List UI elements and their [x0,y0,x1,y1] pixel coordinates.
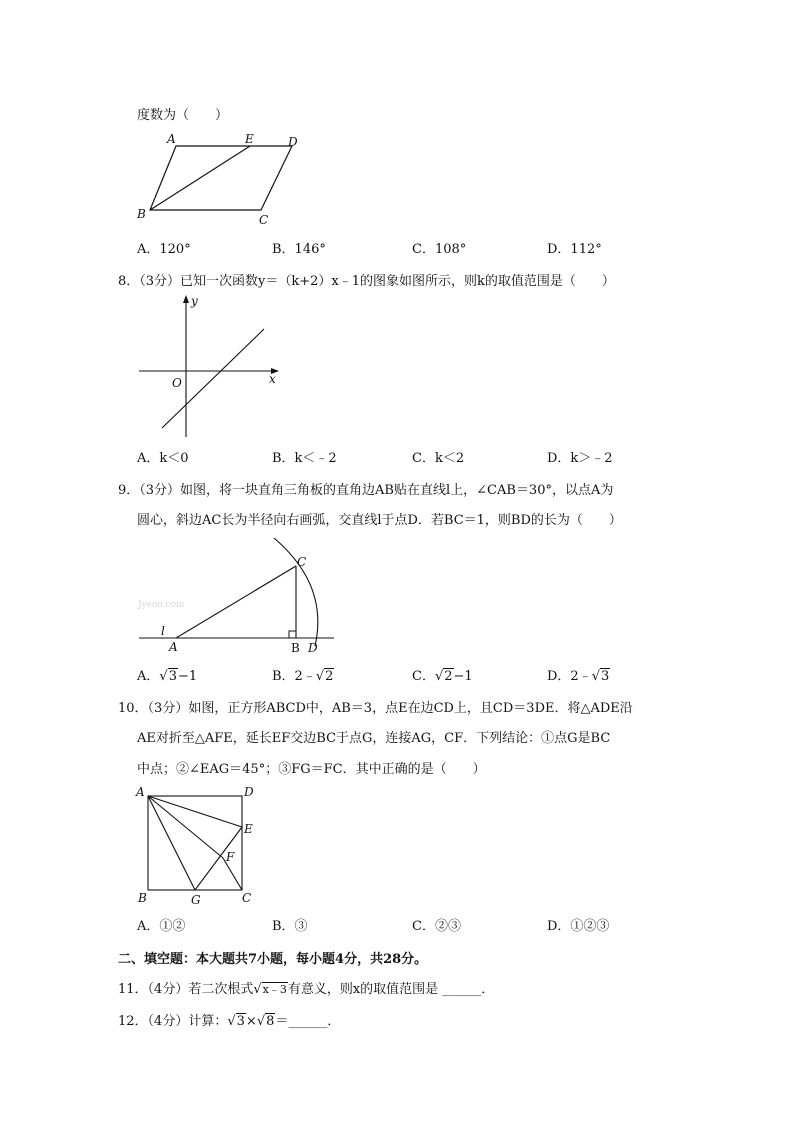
q11-stem: 11．（4分）若二次根式√x﹣3有意义，则x的取值范围是 ______． [118,982,495,997]
q10-label-C: C [242,891,252,905]
q7-label-D: D [288,135,298,149]
q8-label-x: x [269,372,276,386]
q7-option-b: B．146° [272,242,326,257]
q7-option-c: C．108° [412,242,467,257]
q10-label-B: B [138,891,147,905]
q10-stem-line1: 10．（3分）如图，正方形ABCD中，AB＝3，点E在边CD上，且CD＝3DE．将△ADE沿 [118,701,633,716]
q9-triangle-arc-figure [134,535,339,655]
q9-option-b: B．2﹣√2 [272,669,334,684]
q9-label-B: B [291,641,300,655]
q7-parallelogram-figure [130,128,310,228]
q10-label-E: E [244,822,253,836]
q7-option-a: A．120° [137,242,191,257]
q9-watermark: Jyeoo.com [138,600,185,610]
q7-label-B: B [137,207,146,221]
q7-option-d: D．112° [547,242,602,257]
q9-label-C: C [297,555,307,569]
q10-label-F: F [226,850,235,864]
q9-label-l: l [161,624,165,638]
q9-option-d: D．2﹣√3 [547,669,610,684]
q8-label-O: O [172,376,182,390]
q8-option-d: D．k＞﹣2 [547,451,613,466]
q10-label-A: A [136,785,145,799]
q10-stem-line2: AE对折至△AFE，延长EF交边BC于点G，连接AG，CF．下列结论：①点G是BC [137,731,611,746]
q7-label-A: A [167,132,176,146]
section2-heading: 二、填空题：本大题共7小题，每小题4分，共28分。 [118,952,428,967]
q8-label-y: y [191,294,198,308]
q10-option-a: A．①② [137,919,186,934]
q10-option-b: B．③ [272,919,308,934]
q12-stem: 12．（4分）计算：√3×√8＝______． [118,1014,341,1029]
q8-linear-function-graph [134,292,284,440]
q10-option-c: C．②③ [412,919,461,934]
q9-stem-line1: 9．（3分）如图，将一块直角三角板的直角边AB贴在直线l上，∠CAB＝30°，以点A为 [118,483,614,498]
q8-option-c: C．k＜2 [412,451,465,466]
q9-stem-line2: 圆心，斜边AC长为半径向右画弧，交直线l于点D．若BC＝1，则BD的长为（ ） [137,513,622,528]
q10-label-G: G [191,893,201,907]
q8-stem: 8．（3分）已知一次函数y＝（k+2）x﹣1的图象如图所示，则k的取值范围是（ ） [118,274,615,289]
q10-label-D: D [244,785,254,799]
q9-label-D: D [308,641,318,655]
q10-option-d: D．①②③ [547,919,610,934]
q9-label-A: A [169,640,178,654]
q7-label-C: C [259,213,269,227]
q7-label-E: E [245,132,254,146]
q9-option-c: C．√2−1 [412,669,473,684]
q10-stem-line3: 中点；②∠EAG＝45°；③FG＝FC．其中正确的是（ ） [137,762,486,777]
q8-option-a: A．k＜0 [137,451,189,466]
q8-option-b: B．k＜﹣2 [272,451,337,466]
q10-square-figure [134,782,264,908]
q7-stem-tail: 度数为（ ） [137,108,229,123]
q9-option-a: A．√3−1 [137,669,198,684]
